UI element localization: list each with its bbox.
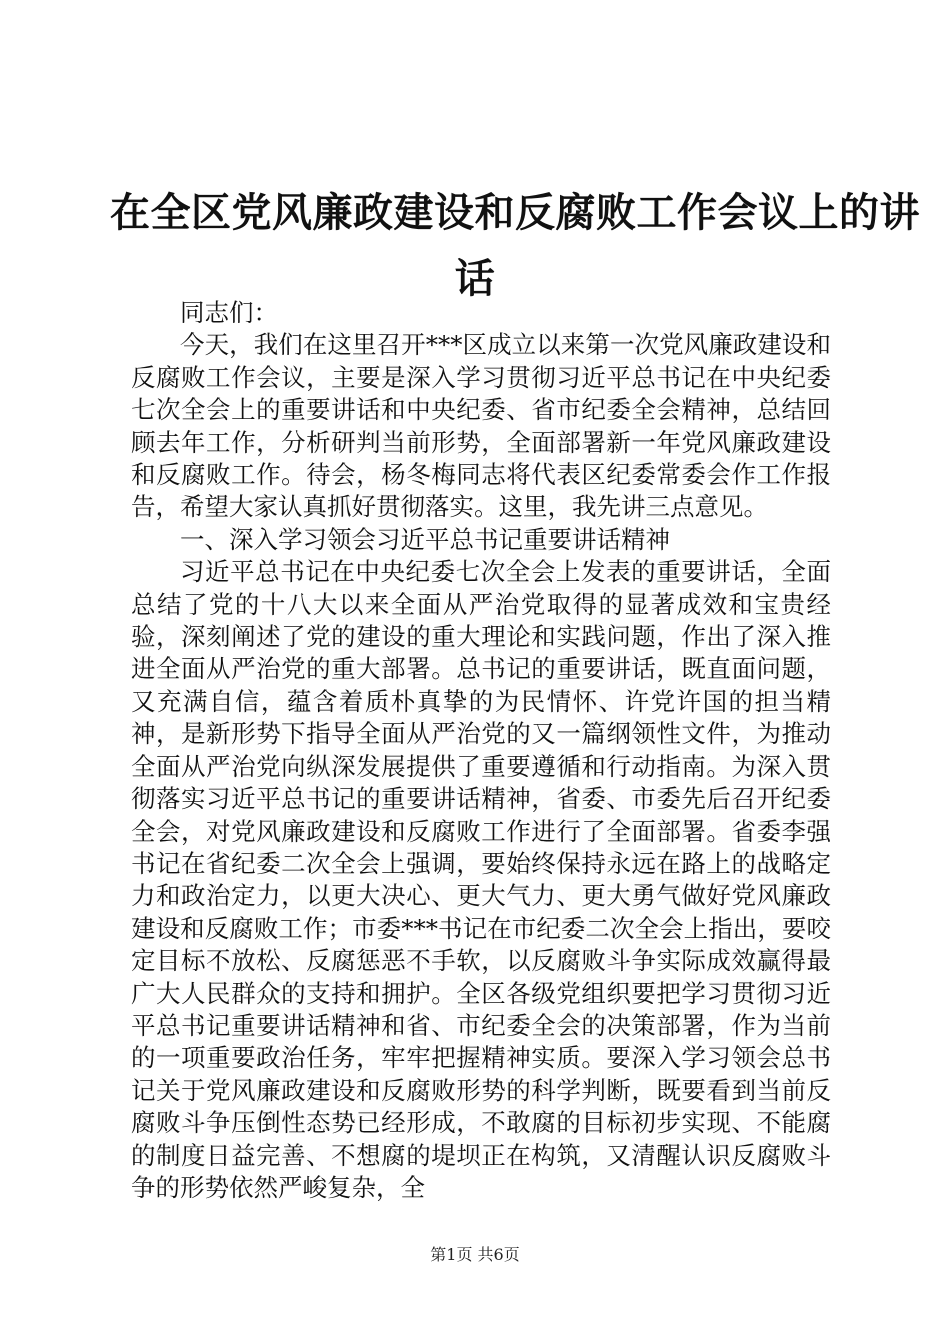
document-title bbox=[110, 185, 920, 307]
paragraph-intro: 今天，我们在这里召开***区成立以来第一次党风廉政建设和反腐败工作会议，主要是深入学习贯彻习近平总书记在中央纪委七次全会上的重要讲话和中央纪委、省市纪委全会精神，总结回顾去年工作，分析研判当前形势，全面部署新一年党风廉政建设和反腐败工作。待会，杨冬梅同志将代表区纪委常委会作工作报告，希望大家认真抓好贯彻落实。这里，我先讲三点意见。 bbox=[131, 330, 831, 522]
document-body bbox=[131, 297, 831, 1204]
title-line-2: 话 bbox=[454, 255, 496, 302]
title-line-1: 在全区党风廉政建设和反腐败工作会议上的讲 bbox=[110, 189, 920, 236]
page-footer: 第1页 共6页 bbox=[430, 1245, 520, 1264]
section-heading-1: 一、深入学习领会习近平总书记重要讲话精神 bbox=[180, 524, 670, 554]
salutation: 同志们： bbox=[180, 298, 278, 327]
paragraph-section-1: 习近平总书记在中央纪委七次全会上发表的重要讲话，全面总结了党的十八大以来全面从严治党取得的显著成效和宝贵经验，深刻阐述了党的建设的重大理论和实践问题，作出了深入推进全面从严治党的重大部署。总书记的重要讲话，既直面问题，又充满自信，蕴含着质朴真挚的为民情怀、许党许国的担当精神，是新形势下指导全面从严治党的又一篇纲领性文件，为推动全面从严治党向纵深发展提供了重要遵循和行动指南。为深入贯彻落实习近平总书记的重要讲话精神，省委、市委先后召开纪委全会，对党风廉政建设和反腐败工作进行了全面部署。省委李强书记在省纪委二次全会上强调，要始终保持永远在路上的战略定力和政治定力，以更大决心、更大气力、更大勇气做好党风廉政建设和反腐败工作；市委***书记在市纪委二次全会上指出，要咬定目标不放松、反腐惩恶不手软，以反腐败斗争实际成效赢得最广大人民群众的支持和拥护。全区各级党组织要把学习贯彻习近平总书记重要讲话精神和省、市纪委全会的决策部署，作为当前的一项重要政治任务，牢牢把握精神实质。要深入学习领会总书记关于党风廉政建设和反腐败形势的科学判断，既要看到当前反腐败斗争压倒性态势已经形成，不敢腐的目标初步实现、不能腐的制度日益完善、不想腐的堤坝正在构筑，又清醒认识反腐败斗争的形势依然严峻复杂，全 bbox=[131, 557, 831, 1202]
